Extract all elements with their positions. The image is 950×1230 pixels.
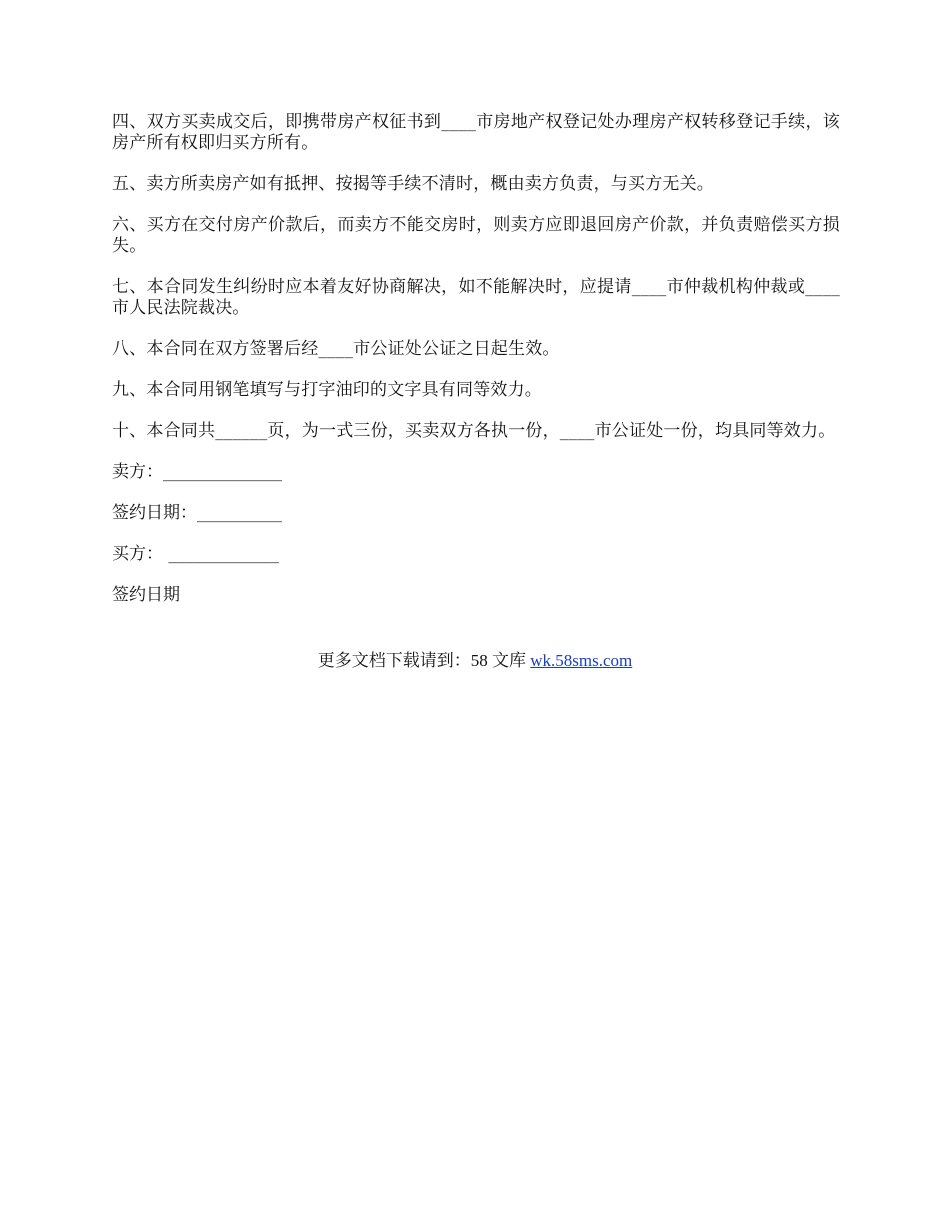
seller-signature-line: 卖方：______________ bbox=[112, 462, 282, 482]
clause-10: 十、本合同共______页，为一式三份，买卖双方各执一份，____市公证处一份，均具同等效力。 bbox=[112, 421, 836, 441]
document-page bbox=[112, 112, 840, 626]
clause-4: 四、双方买卖成交后，即携带房产权征书到____市房地产权登记处办理房产权转移登记手续，该房产所有权即归买方所有。 bbox=[112, 112, 840, 153]
clause-6: 六、买方在交付房产价款后，而卖方不能交房时，则卖方应即退回房产价款，并负责赔偿买方损失。 bbox=[112, 215, 840, 256]
footer-text: 更多文档下载请到：58 文库 bbox=[317, 651, 531, 670]
footer-link[interactable]: wk.58sms.com bbox=[530, 651, 633, 670]
sign-date-line-1: 签约日期：__________ bbox=[112, 503, 282, 523]
clause-5: 五、卖方所卖房产如有抵押、按揭等手续不清时，概由卖方负责，与买方无关。 bbox=[112, 174, 714, 194]
clause-7: 七、本合同发生纠纷时应本着友好协商解决，如不能解决时，应提请____市仲裁机构仲裁或____市人民法院裁决。 bbox=[112, 277, 840, 318]
download-footer bbox=[0, 650, 950, 671]
buyer-signature-line: 买方： _____________ bbox=[112, 544, 279, 564]
clause-9: 九、本合同用钢笔填写与打字油印的文字具有同等效力。 bbox=[112, 380, 542, 400]
sign-date-line-2: 签约日期 bbox=[112, 585, 180, 605]
clause-8: 八、本合同在双方签署后经____市公证处公证之日起生效。 bbox=[112, 339, 560, 359]
